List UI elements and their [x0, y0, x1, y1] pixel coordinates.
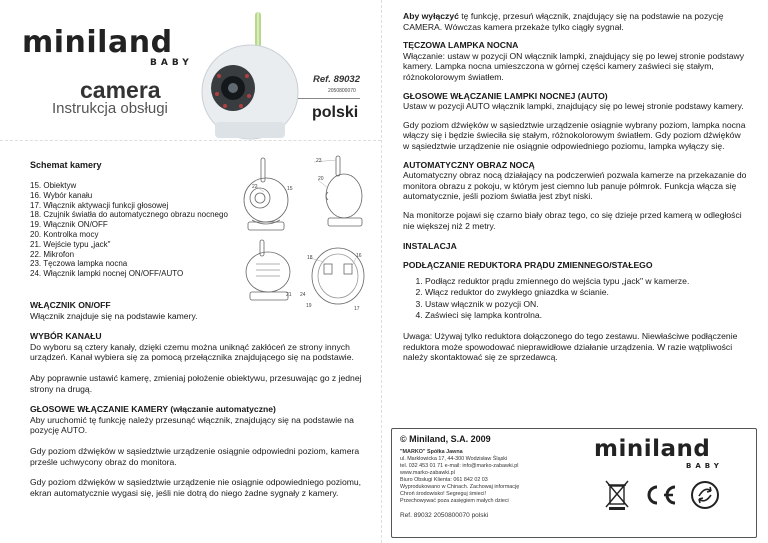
footer-address-line: www.marko-zabawki.pl [400, 470, 455, 476]
night-text: Automatyczny obraz nocą działający na podczerwień pozwala kamerze na przekazanie do monitora obrazu z pokoju, w którym jest ciemno lub panuje półmrok. Funkcja włącza się automatycznie, jeśli poziom światła jest zbyt niski. [403, 170, 747, 202]
onoff-text: Włącznik znajduje się na podstawie kamery. [30, 310, 198, 321]
adjust-text: Aby poprawnie ustawić kamerę, zmieniaj położenie obiektywu, przesuwając go z jednej strony na drugą. [30, 372, 362, 394]
diagram-title: Schemat kamery [30, 160, 102, 170]
voice-heading: GŁOSOWE WŁĄCZANIE KAMERY (włączanie automatyczne) [30, 404, 276, 415]
warning-text: Uwaga: Używaj tylko reduktora dołączonego do tego zestawu. Niewłaściwe podłączenie reduktora może spowodować nieprawidłowe działanie urządzenia. W razie wątpliwości należy skontaktować się ze sprzedawcą. [403, 331, 738, 363]
footer-company: "MARKO" Spółka Jawna [400, 449, 463, 455]
cover-bottom-divider [0, 140, 381, 141]
weee-bin-icon [604, 478, 630, 510]
install-heading: INSTALACJA [403, 241, 457, 252]
column-divider [381, 0, 382, 543]
cover-brand-logo: miniland [22, 25, 173, 60]
footer-address-line: Wyprodukowano w Chinach. Zachowaj informację [400, 484, 520, 490]
ce-mark-icon [642, 484, 678, 506]
disable-paragraph [403, 11, 748, 32]
voice-text: Aby uruchomić tę funkcję należy przesunąć włącznik, znajdujący się na podstawie na pozycję AUTO. [30, 414, 354, 436]
part-item: 22. Mikrofon [30, 249, 75, 259]
footer-address [400, 449, 576, 505]
step-item: 1. Podłącz reduktor prądu zmiennego do wejścia typu „jack" w kamerze. [425, 276, 748, 287]
footer-address-line: tel. 032 453 01 71 e-mail: info@marko-zabawki.pl [400, 463, 519, 469]
adapter-steps [403, 276, 748, 321]
step-item: 2. Włącz reduktor do zwykłego gniazdka w ścianie. [425, 287, 748, 298]
callout-23: 23 [316, 158, 322, 164]
voice-text-2: Gdy poziom dźwięków w sąsiedztwie urządzenie osiągnie odpowiedni poziom, kamera prześle uchwycony obraz do monitora. [30, 445, 360, 467]
cover-subtitle: Instrukcja obsługi [52, 100, 168, 117]
part-item: 18. Czujnik światła do automatycznego obrazu nocnego [30, 210, 228, 220]
callout-22: 22 [252, 184, 258, 190]
cover-code: 2050800070 [328, 88, 356, 94]
part-item: 24. Włącznik lampki nocnej ON/OFF/AUTO [30, 269, 184, 279]
part-item: 17. Włącznik aktywacji funkcji głosowej [30, 200, 169, 210]
rainbow-text: Włączanie: ustaw w pozycji ON włącznik lampki, znajdujący się po lewej stronie podstawy kamery. Lampka nocna umieszczona w górnej części kamery zaświeci się stałym, różnokolorowym światłem. [403, 50, 745, 82]
night-heading: AUTOMATYCZNY OBRAZ NOCĄ [403, 159, 535, 170]
footer-address-line: ul. Marklowicka 17, 44-300 Wodzisław Śląski [400, 456, 508, 462]
callout-16: 16 [356, 253, 362, 259]
callout-18: 18 [307, 255, 313, 261]
part-item: 19. Włącznik ON/OFF [30, 220, 108, 230]
cover-divider [298, 98, 360, 99]
step-item: 4. Zaświeci się lampka kontrolna. [425, 310, 748, 321]
recycle-icon [690, 480, 720, 510]
callout-17: 17 [354, 306, 360, 312]
part-item: 21. Wejście typu „jack" [30, 239, 111, 249]
voice-text-3: Gdy poziom dźwięków w sąsiedztwie urządzenie nie osiągnie odpowiedniego poziomu, ekran automatycznie wygasi się, jeśli nie dotrą do niego żadne sygnały z kamery. [30, 477, 362, 498]
part-item: 15. Obiektyw [30, 181, 77, 190]
diagram-parts-list [30, 181, 228, 279]
disable-rest: tę funkcję, przesuń włącznik, znajdujący się na podstawie na pozycję CAMERA. Wówczas kamera przekaże tylko ciągły sygnał. [403, 11, 724, 32]
camera-photo [195, 10, 310, 140]
rainbow-heading: TĘCZOWA LAMPKA NOCNA [403, 40, 519, 51]
cover-product-title: camera [80, 77, 161, 103]
callout-19: 19 [306, 303, 312, 309]
channel-heading: WYBÓR KANAŁU [30, 331, 102, 342]
onoff-heading: WŁĄCZNIK ON/OFF [30, 300, 111, 310]
disable-bold: Aby wyłączyć [403, 11, 459, 21]
auto-light-text-2: Gdy poziom dźwięków w sąsiedztwie urządzenie osiągnie wybrany poziom, lampka nocna włączy się i będzie świeciła się stałym, różnokolorowym światłem. Gdy poziom dźwięków w sąsiedztwie urządzenie nie osiągnie odpowiedniego poziomu, lampka wyłączy się. [403, 119, 746, 151]
callout-24: 24 [300, 292, 306, 298]
callout-15: 15 [287, 186, 293, 192]
part-item: 16. Wybór kanału [30, 190, 93, 200]
footer-ref-line: Ref. 89032 2050800070 polski [400, 512, 489, 519]
auto-light-heading: GŁOSOWE WŁĄCZANIE LAMPKI NOCNEJ (AUTO) [403, 90, 608, 101]
part-item: 23. Tęczowa lampka nocna [30, 259, 128, 269]
cover-brand-sub: BABY [150, 58, 193, 68]
cover-language: polski [312, 104, 359, 121]
night-text-2: Na monitorze pojawi się czarno biały obraz tego, co się dzieje przed kamerą w odległości nie większej niż 2 metry. [403, 209, 742, 231]
auto-light-text: Ustaw w pozycji AUTO włącznik lampki, znajdujący się po lewej stronie podstawy kamery. [403, 101, 744, 112]
footer-address-line: Przechowywać poza zasięgiem małych dzieci [400, 498, 509, 504]
footer-brand-logo: miniland [594, 436, 711, 462]
footer-address-line: Chroń środowisko! Segreguj śmieci! [400, 491, 486, 497]
adapter-heading: PODŁĄCZANIE REDUKTORA PRĄDU ZMIENNEGO/STAŁEGO [403, 259, 653, 270]
step-item: 3. Ustaw włącznik w pozycji ON. [425, 299, 748, 310]
footer-brand-sub: BABY [686, 462, 723, 470]
footer-copyright: © Miniland, S.A. 2009 [400, 434, 491, 444]
channel-text: Do wyboru są cztery kanały, dzięki czemu można uniknąć zakłóceń ze strony innych urządzeń. Kanał wybiera się za pomocą przełącznika znajdującego się na podstawie. [30, 341, 354, 363]
footer-address-line: Biuro Obsługi Klienta: 061 842 02 03 [400, 477, 488, 483]
part-item: 20. Kontrolka mocy [30, 229, 99, 239]
callout-20: 20 [318, 176, 324, 182]
callout-21: 21 [286, 292, 292, 298]
cover-ref: Ref. 89032 [313, 74, 361, 85]
